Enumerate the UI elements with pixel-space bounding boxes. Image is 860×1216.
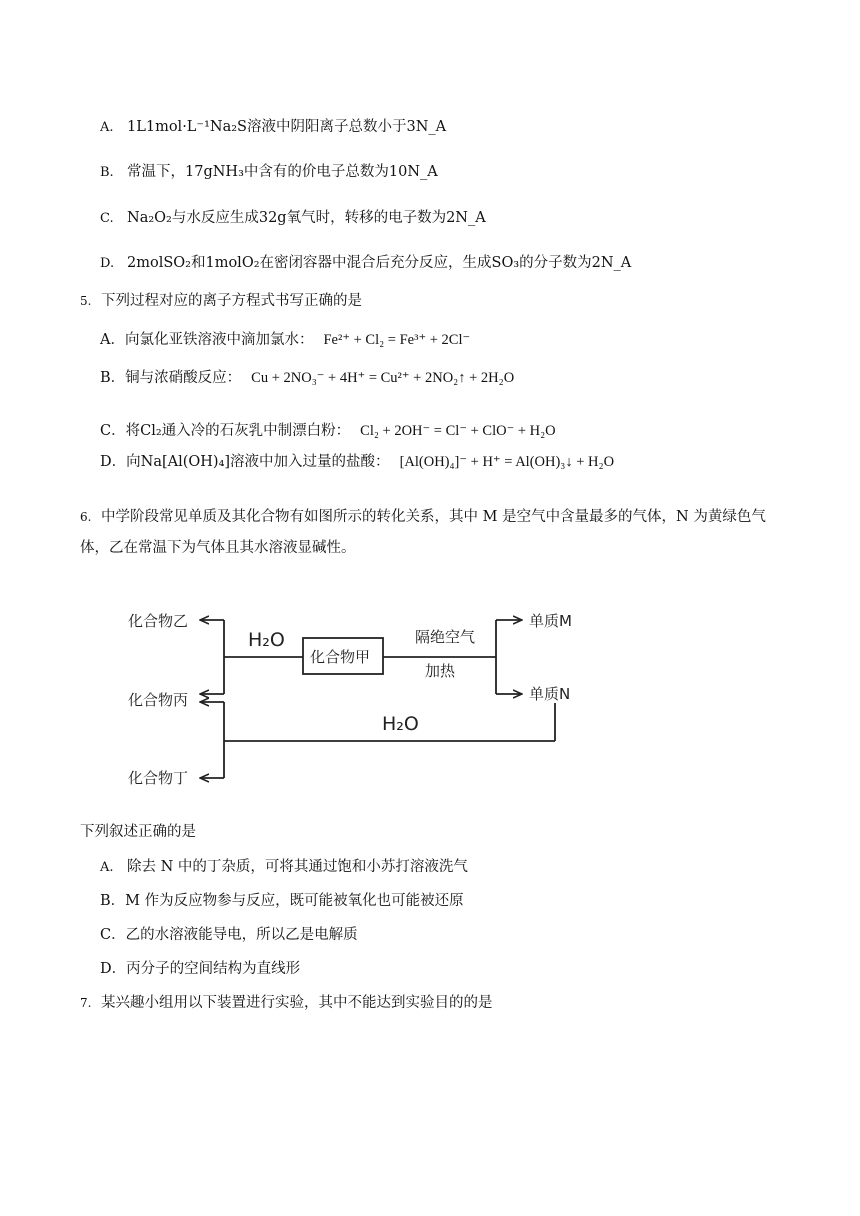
option-text: 1L1mol·L⁻¹Na₂S溶液中阴阳离子总数小于3N_A <box>127 119 447 135</box>
option-text: 向Na[Al(OH)₄]溶液中加入过量的盐酸： <box>126 454 390 470</box>
q6-option-c <box>100 925 358 945</box>
element-m-label: 单质M <box>529 612 572 630</box>
option-label: A. <box>100 120 114 135</box>
question-number: 6. <box>80 510 92 524</box>
water-label-bottom: H₂O <box>382 713 419 735</box>
question-number: 5. <box>80 294 92 308</box>
q4-option-c <box>100 208 486 229</box>
ion-equation: Cu + 2NO₃⁻ + 4H⁺ = Cu²⁺ + 2NO₂↑ + 2H₂O <box>251 370 515 386</box>
option-label: C. <box>100 211 114 226</box>
q5-option-c <box>100 421 556 441</box>
water-label-top: H₂O <box>248 629 285 651</box>
compound-bing-label: 化合物丙 <box>128 691 189 709</box>
option-label: A． <box>100 332 125 348</box>
compound-jia-label: 化合物甲 <box>310 648 371 666</box>
option-label: D． <box>100 454 127 470</box>
ion-equation: Fe²⁺ + Cl₂ = Fe³⁺ + 2Cl⁻ <box>323 332 471 348</box>
condition-heating: 加热 <box>425 662 456 680</box>
question-text: 中学阶段常见单质及其化合物有如图所示的转化关系，其中 M 是空气中含量最多的气体，N 为黄绿色气 <box>101 509 766 525</box>
q4-option-a <box>100 117 446 138</box>
ion-equation: Cl₂ + 2OH⁻ = Cl⁻ + ClO⁻ + H₂O <box>360 423 556 439</box>
option-text: M 作为反应物参与反应，既可能被氧化也可能被还原 <box>125 893 464 909</box>
compound-ding-label: 化合物丁 <box>128 769 189 787</box>
option-label: B． <box>100 370 126 386</box>
q5-option-d <box>100 452 614 472</box>
compound-yi-label: 化合物乙 <box>128 612 189 630</box>
option-text: 常温下，17gNH₃中含有的价电子总数为10N_A <box>127 164 438 180</box>
q5-stem <box>80 291 362 311</box>
option-label: C． <box>100 927 126 943</box>
ion-equation: [Al(OH)₄]⁻ + H⁺ = Al(OH)₃↓ + H₂O <box>399 454 615 470</box>
option-text: 向氯化亚铁溶液中滴加氯水： <box>124 332 314 348</box>
question-text: 下列过程对应的离子方程式书写正确的是 <box>101 293 362 309</box>
question-text: 下列叙述正确的是 <box>80 824 196 840</box>
q7-stem <box>80 993 493 1013</box>
option-text: 铜与浓硝酸反应： <box>125 370 242 386</box>
option-text: 丙分子的空间结构为直线形 <box>126 961 301 977</box>
option-text: 将Cl₂通入冷的石灰乳中制漂白粉： <box>125 423 351 439</box>
element-n-label: 单质N <box>529 685 571 703</box>
condition-isolate-air: 隔绝空气 <box>415 628 476 646</box>
q4-option-b <box>100 162 438 183</box>
question-text: 体，乙在常温下为气体且其水溶液显碱性。 <box>80 540 356 556</box>
q6-stem <box>80 507 766 527</box>
option-text: 2molSO₂和1molO₂在密闭容器中混合后充分反应，生成SO₃的分子数为2N_A <box>127 255 632 271</box>
question-text: 某兴趣小组用以下装置进行实验，其中不能达到实验目的的是 <box>101 995 493 1011</box>
q5-option-a <box>100 330 470 350</box>
option-text: Na₂O₂与水反应生成32g氧气时，转移的电子数为2N_A <box>127 210 486 226</box>
q6-option-a <box>100 857 468 878</box>
q6-option-d <box>100 959 300 979</box>
q4-option-d <box>100 253 631 274</box>
option-label: D. <box>100 256 115 271</box>
option-label: B． <box>100 893 126 909</box>
option-text: 乙的水溶液能导电，所以乙是电解质 <box>125 927 358 943</box>
option-label: A. <box>100 860 114 875</box>
option-label: C． <box>100 423 126 439</box>
q6-stem-continued <box>80 538 356 558</box>
option-label: D． <box>100 961 127 977</box>
q6-lead <box>80 822 196 842</box>
transformation-diagram <box>0 590 860 820</box>
option-text: 除去 N 中的丁杂质，可将其通过饱和小苏打溶液洗气 <box>127 859 468 875</box>
q5-option-b <box>100 368 514 388</box>
option-label: B. <box>100 165 114 180</box>
q6-option-b <box>100 891 464 911</box>
question-number: 7. <box>80 996 92 1010</box>
